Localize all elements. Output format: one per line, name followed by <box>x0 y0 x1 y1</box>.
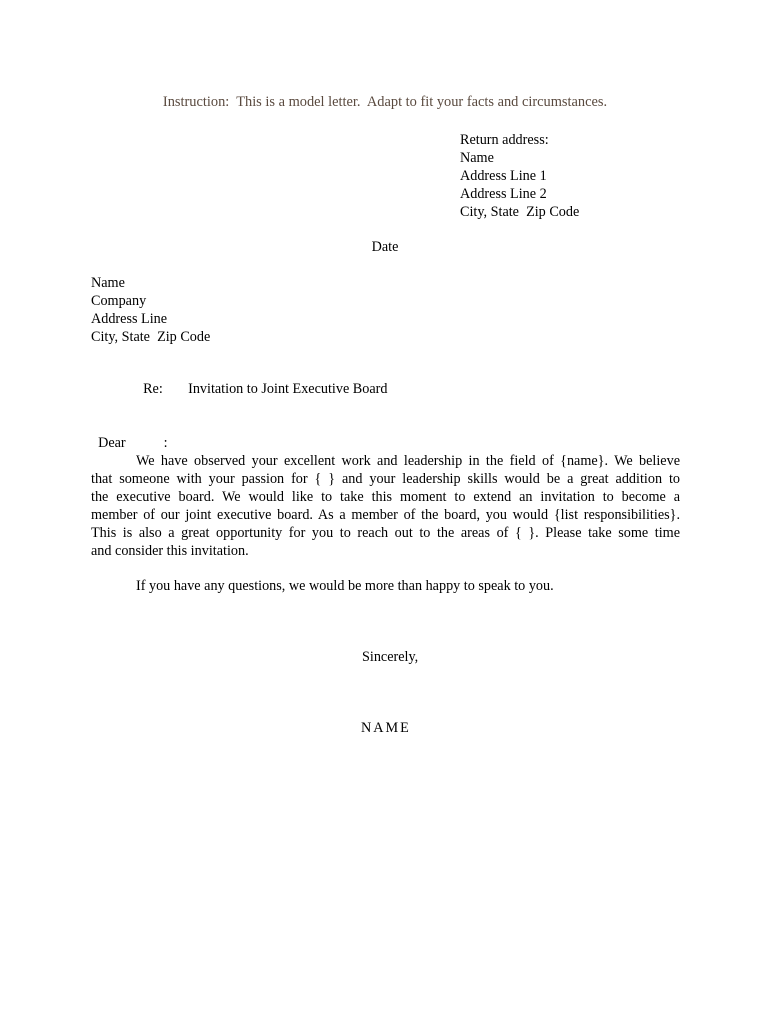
body-line: and consider this invitation. <box>91 542 249 559</box>
subject-line <box>136 364 387 398</box>
recipient-address-block <box>91 274 210 346</box>
return-address-name: Name <box>460 150 494 166</box>
subject-text: Invitation to Joint Executive Board <box>188 381 388 397</box>
body-paragraph <box>91 453 680 560</box>
recipient-name: Name <box>91 275 125 291</box>
subject-label: Re: <box>143 381 163 397</box>
return-address-line1: Address Line 1 <box>460 168 547 184</box>
closing: Sincerely, <box>362 649 419 665</box>
return-address-city-state-zip: City, State Zip Code <box>460 204 580 220</box>
body-line: that someone with your passion for { } and your leadership skills would be a great addition to <box>91 470 680 487</box>
body-line: We have observed your excellent work and leadership in the field of {name}. We believe <box>136 453 680 469</box>
body-line: member of our joint executive board. As a member of the board, you would {list responsibilities}. <box>91 506 680 523</box>
return-address-line2: Address Line 2 <box>460 186 547 202</box>
body-line: This is also a great opportunity for you to reach out to the areas of { }. Please take some time <box>91 524 680 541</box>
questions-paragraph: If you have any questions, we would be more than happy to speak to you. <box>136 578 554 594</box>
salutation-colon: : <box>163 435 168 451</box>
letter-date: Date <box>371 239 399 255</box>
return-address-heading: Return address: <box>460 132 549 148</box>
signature-name: NAME <box>361 720 411 736</box>
recipient-address: Address Line <box>91 311 168 327</box>
return-address-block <box>460 131 579 221</box>
recipient-company: Company <box>91 293 147 309</box>
instruction-note: Instruction: This is a model letter. Adapt to fit your facts and circumstances. <box>162 94 608 110</box>
salutation-word: Dear <box>98 435 126 451</box>
salutation <box>91 418 168 452</box>
recipient-city-state-zip: City, State Zip Code <box>91 329 211 345</box>
body-line: the executive board. We would like to take this moment to extend an invitation to become a <box>91 488 680 505</box>
